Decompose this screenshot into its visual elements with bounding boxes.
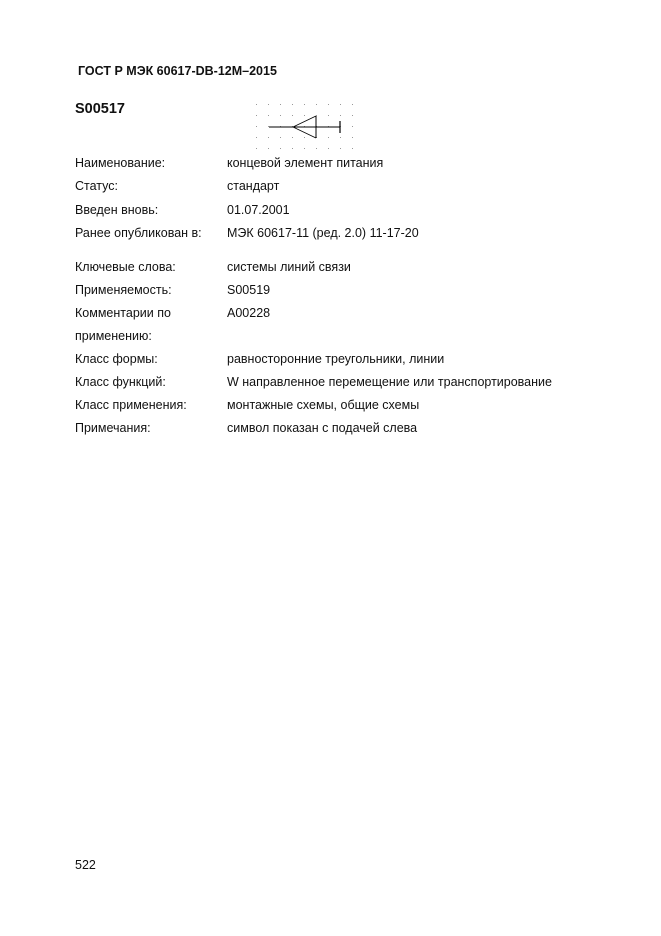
- field-label: Статус:: [75, 179, 118, 193]
- field-label: Примечания:: [75, 421, 151, 435]
- field-value: стандарт: [227, 179, 280, 193]
- field-value: A00228: [227, 306, 271, 320]
- field-value: монтажные схемы, общие схемы: [227, 398, 420, 412]
- grid-dot: [352, 104, 353, 105]
- field-label: Класс применения:: [75, 398, 187, 412]
- grid-dot: [268, 137, 269, 138]
- grid-dot: [256, 126, 257, 127]
- grid-dot: [328, 148, 329, 149]
- field-value: W направленное перемещение или транспортирование: [227, 375, 552, 389]
- grid-dot: [316, 104, 317, 105]
- field-value: МЭК 60617-11 (ред. 2.0) 11-17-20: [227, 226, 419, 240]
- grid-dot: [292, 148, 293, 149]
- field-value: концевой элемент питания: [227, 156, 384, 170]
- grid-dot: [292, 104, 293, 105]
- grid-dot: [340, 115, 341, 116]
- grid-dot: [352, 115, 353, 116]
- field-label: применению:: [75, 329, 152, 343]
- grid-dot: [292, 137, 293, 138]
- grid-dot: [340, 137, 341, 138]
- grid-dot: [256, 148, 257, 149]
- grid-dot: [316, 148, 317, 149]
- grid-dot: [256, 137, 257, 138]
- grid-dot: [352, 126, 353, 127]
- grid-dot: [328, 104, 329, 105]
- field-label: Класс формы:: [75, 352, 158, 366]
- field-label: Ранее опубликован в:: [75, 226, 202, 240]
- grid-dot: [280, 137, 281, 138]
- grid-dot: [352, 137, 353, 138]
- document-header: ГОСТ Р МЭК 60617-DB-12M–2015: [78, 64, 277, 78]
- field-label: Применяемость:: [75, 283, 172, 297]
- grid-dot: [268, 126, 269, 127]
- page-number: 522: [75, 858, 96, 872]
- field-value: S00519: [227, 283, 271, 297]
- grid-dot: [316, 115, 317, 116]
- grid-dot: [268, 104, 269, 105]
- grid-dot: [256, 104, 257, 105]
- grid-dot: [268, 148, 269, 149]
- symbol-code: S00517: [75, 101, 125, 117]
- field-label: Введен вновь:: [75, 203, 159, 217]
- grid-dot: [340, 104, 341, 105]
- field-value: 01.07.2001: [227, 203, 290, 217]
- grid-dot: [340, 148, 341, 149]
- field-value: системы линий связи: [227, 260, 351, 274]
- grid-dot: [328, 115, 329, 116]
- grid-dot: [280, 115, 281, 116]
- grid-dot: [280, 104, 281, 105]
- field-value: равносторонние треугольники, линии: [227, 352, 445, 366]
- grid-dot: [352, 148, 353, 149]
- grid-dot: [328, 137, 329, 138]
- grid-dot: [304, 148, 305, 149]
- grid-dot: [292, 115, 293, 116]
- field-label: Класс функций:: [75, 375, 166, 389]
- grid-dot: [280, 148, 281, 149]
- field-label: Комментарии по: [75, 306, 171, 320]
- field-label: Ключевые слова:: [75, 260, 176, 274]
- field-value: символ показан с подачей слева: [227, 421, 418, 435]
- grid-dot: [304, 104, 305, 105]
- field-label: Наименование:: [75, 156, 166, 170]
- grid-dot: [268, 115, 269, 116]
- grid-dot: [304, 137, 305, 138]
- feeder-end-symbol-icon: [250, 100, 360, 152]
- grid-dot: [304, 115, 305, 116]
- grid-dot: [256, 115, 257, 116]
